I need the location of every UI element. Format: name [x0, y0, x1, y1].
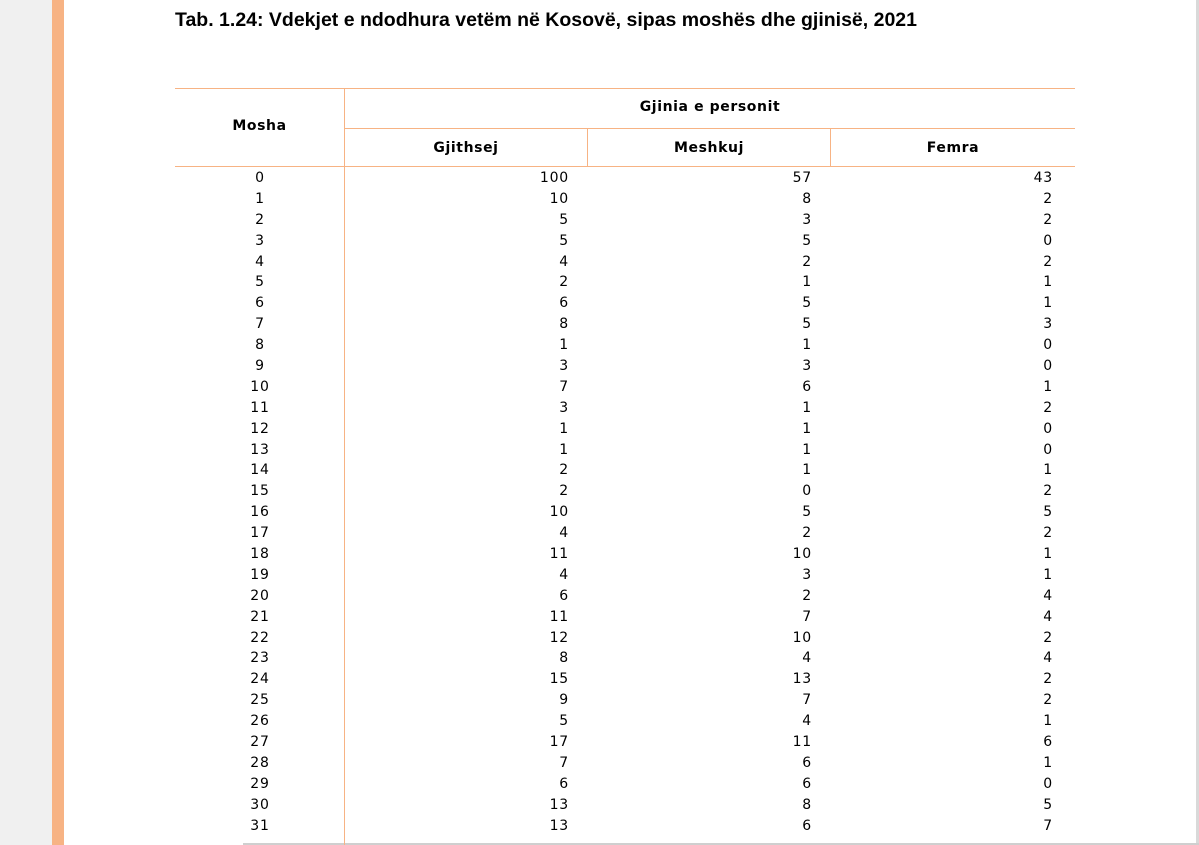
cell-total: 10	[549, 190, 569, 207]
cell-age: 26	[250, 713, 270, 730]
cell-male: 1	[802, 462, 812, 479]
cell-female: 2	[1043, 525, 1053, 542]
cell-age: 31	[250, 817, 270, 834]
cell-female: 2	[1043, 399, 1053, 416]
table-row	[175, 502, 1075, 523]
cell-total: 17	[549, 734, 569, 751]
cell-age: 3	[255, 232, 265, 249]
cell-age: 0	[255, 170, 265, 186]
page-accent-bar	[52, 0, 64, 845]
cell-female: 1	[1043, 274, 1053, 291]
table-row	[175, 377, 1075, 398]
cell-total: 4	[559, 566, 569, 583]
cell-age: 12	[250, 420, 270, 437]
cell-age: 22	[250, 629, 270, 646]
cell-age: 28	[250, 754, 270, 771]
table-row	[175, 231, 1075, 252]
table-row	[175, 481, 1075, 502]
table-row	[175, 690, 1075, 711]
cell-age: 14	[250, 462, 270, 479]
table-row	[175, 648, 1075, 669]
cell-age: 17	[250, 525, 270, 542]
cell-male: 5	[802, 504, 812, 521]
cell-age: 9	[255, 358, 265, 375]
cell-age: 6	[255, 295, 265, 312]
cell-age: 7	[255, 316, 265, 333]
table-row	[175, 252, 1075, 273]
cell-age: 8	[255, 337, 265, 354]
header-age: Mosha	[232, 118, 287, 134]
cell-total: 11	[549, 546, 569, 563]
cell-male: 4	[802, 650, 812, 667]
table-row	[175, 774, 1075, 795]
cell-male: 2	[802, 525, 812, 542]
cell-total: 1	[559, 420, 569, 437]
cell-male: 8	[802, 190, 812, 207]
cell-male: 6	[802, 817, 812, 834]
cell-male: 5	[802, 316, 812, 333]
cell-age: 2	[255, 211, 265, 228]
cell-male: 8	[802, 796, 812, 813]
cell-total: 13	[549, 817, 569, 834]
cell-male: 1	[802, 337, 812, 354]
cell-age: 25	[250, 692, 270, 709]
cell-age: 11	[250, 399, 270, 416]
cell-male: 6	[802, 775, 812, 792]
header-gender-group: Gjinia e personit	[639, 99, 781, 115]
cell-total: 8	[559, 650, 569, 667]
table-row	[175, 795, 1075, 816]
cell-total: 2	[559, 462, 569, 479]
cell-total: 12	[549, 629, 569, 646]
cell-total: 7	[559, 754, 569, 771]
cell-female: 2	[1043, 692, 1053, 709]
cell-male: 7	[802, 608, 812, 625]
cell-total: 2	[559, 274, 569, 291]
cell-female: 2	[1043, 483, 1053, 500]
table-row	[175, 440, 1075, 461]
cell-male: 3	[802, 566, 812, 583]
cell-female: 1	[1043, 566, 1053, 583]
cell-male: 1	[802, 399, 812, 416]
table-row	[175, 356, 1075, 377]
cell-total: 13	[549, 796, 569, 813]
cell-total: 11	[549, 608, 569, 625]
table-row	[175, 335, 1075, 356]
cell-male: 0	[802, 483, 812, 500]
cell-age: 19	[250, 566, 270, 583]
cell-age: 16	[250, 504, 270, 521]
cell-total: 3	[559, 399, 569, 416]
table-row	[175, 210, 1075, 231]
table-row	[175, 419, 1075, 440]
cell-male: 2	[802, 253, 812, 270]
cell-male: 10	[792, 629, 812, 646]
table-row	[175, 544, 1075, 565]
table-row	[175, 398, 1075, 419]
cell-female: 1	[1043, 462, 1053, 479]
cell-male: 6	[802, 754, 812, 771]
cell-age: 30	[250, 796, 270, 813]
cell-age: 18	[250, 546, 270, 563]
cell-female: 1	[1043, 713, 1053, 730]
cell-total: 5	[559, 713, 569, 730]
table-row	[175, 460, 1075, 481]
cell-female: 0	[1043, 232, 1053, 249]
header-bottom-rule	[175, 166, 1075, 167]
cell-male: 1	[802, 420, 812, 437]
table-row	[175, 816, 1075, 837]
cell-female: 1	[1043, 295, 1053, 312]
cell-female: 2	[1043, 190, 1053, 207]
cell-total: 5	[559, 211, 569, 228]
cell-male: 1	[802, 274, 812, 291]
cell-age: 23	[250, 650, 270, 667]
table-row	[175, 189, 1075, 210]
cell-age: 10	[250, 378, 270, 395]
cell-male: 11	[792, 734, 812, 751]
table-top-rule	[175, 88, 1075, 89]
cell-age: 5	[255, 274, 265, 291]
table-row	[175, 669, 1075, 690]
cell-total: 6	[559, 775, 569, 792]
header-male: Meshkuj	[673, 140, 744, 156]
cell-total: 8	[559, 316, 569, 333]
cell-male: 10	[792, 546, 812, 563]
cell-female: 2	[1043, 253, 1053, 270]
cell-age: 27	[250, 734, 270, 751]
group-header-rule	[345, 128, 1075, 129]
header-total: Gjithsej	[433, 140, 499, 156]
cell-female: 1	[1043, 378, 1053, 395]
table-row	[175, 711, 1075, 732]
cell-female: 0	[1043, 775, 1053, 792]
cell-female: 0	[1043, 337, 1053, 354]
table-row	[175, 293, 1075, 314]
cell-female: 7	[1043, 817, 1053, 834]
cell-female: 0	[1043, 358, 1053, 375]
cell-total: 1	[559, 441, 569, 458]
cell-age: 24	[250, 671, 270, 688]
table-row	[175, 523, 1075, 544]
cell-male: 57	[792, 170, 812, 186]
table-row	[175, 628, 1075, 649]
cell-female: 2	[1043, 671, 1053, 688]
cell-male: 1	[802, 441, 812, 458]
table-title: Tab. 1.24: Vdekjet e ndodhura vetëm në Kosovë, sipas moshës dhe gjinisë, 2021	[175, 9, 917, 31]
table-body	[175, 168, 1075, 837]
cell-female: 4	[1043, 650, 1053, 667]
cell-female: 5	[1043, 796, 1053, 813]
header-female: Femra	[926, 140, 980, 156]
cell-age: 4	[255, 253, 265, 270]
cell-female: 0	[1043, 441, 1053, 458]
cell-male: 5	[802, 232, 812, 249]
cell-age: 15	[250, 483, 270, 500]
cell-female: 6	[1043, 734, 1053, 751]
cell-male: 6	[802, 378, 812, 395]
cell-male: 2	[802, 587, 812, 604]
cell-total: 1	[559, 337, 569, 354]
table-row	[175, 753, 1075, 774]
cell-female: 43	[1033, 170, 1053, 186]
cell-male: 5	[802, 295, 812, 312]
left-margin	[0, 0, 52, 845]
table-row	[175, 586, 1075, 607]
cell-female: 4	[1043, 608, 1053, 625]
cell-male: 13	[792, 671, 812, 688]
cell-female: 0	[1043, 420, 1053, 437]
cell-total: 5	[559, 232, 569, 249]
cell-total: 4	[559, 525, 569, 542]
table-row	[175, 565, 1075, 586]
cell-age: 1	[255, 190, 265, 207]
cell-total: 2	[559, 483, 569, 500]
cell-female: 1	[1043, 754, 1053, 771]
cell-male: 3	[802, 211, 812, 228]
cell-total: 3	[559, 358, 569, 375]
cell-male: 7	[802, 692, 812, 709]
table-row	[175, 168, 1075, 189]
cell-female: 2	[1043, 211, 1053, 228]
table-row	[175, 732, 1075, 753]
cell-total: 100	[539, 170, 569, 186]
cell-total: 15	[549, 671, 569, 688]
cell-female: 3	[1043, 316, 1053, 333]
table-row	[175, 607, 1075, 628]
cell-female: 1	[1043, 546, 1053, 563]
cell-age: 20	[250, 587, 270, 604]
cell-age: 13	[250, 441, 270, 458]
cell-male: 4	[802, 713, 812, 730]
cell-total: 10	[549, 504, 569, 521]
cell-female: 2	[1043, 629, 1053, 646]
cell-male: 3	[802, 358, 812, 375]
cell-total: 4	[559, 253, 569, 270]
table-row	[175, 314, 1075, 335]
cell-total: 6	[559, 295, 569, 312]
cell-female: 5	[1043, 504, 1053, 521]
cell-total: 9	[559, 692, 569, 709]
cell-female: 4	[1043, 587, 1053, 604]
table-row	[175, 272, 1075, 293]
cell-total: 7	[559, 378, 569, 395]
cell-age: 21	[250, 608, 270, 625]
cell-age: 29	[250, 775, 270, 792]
cell-total: 6	[559, 587, 569, 604]
